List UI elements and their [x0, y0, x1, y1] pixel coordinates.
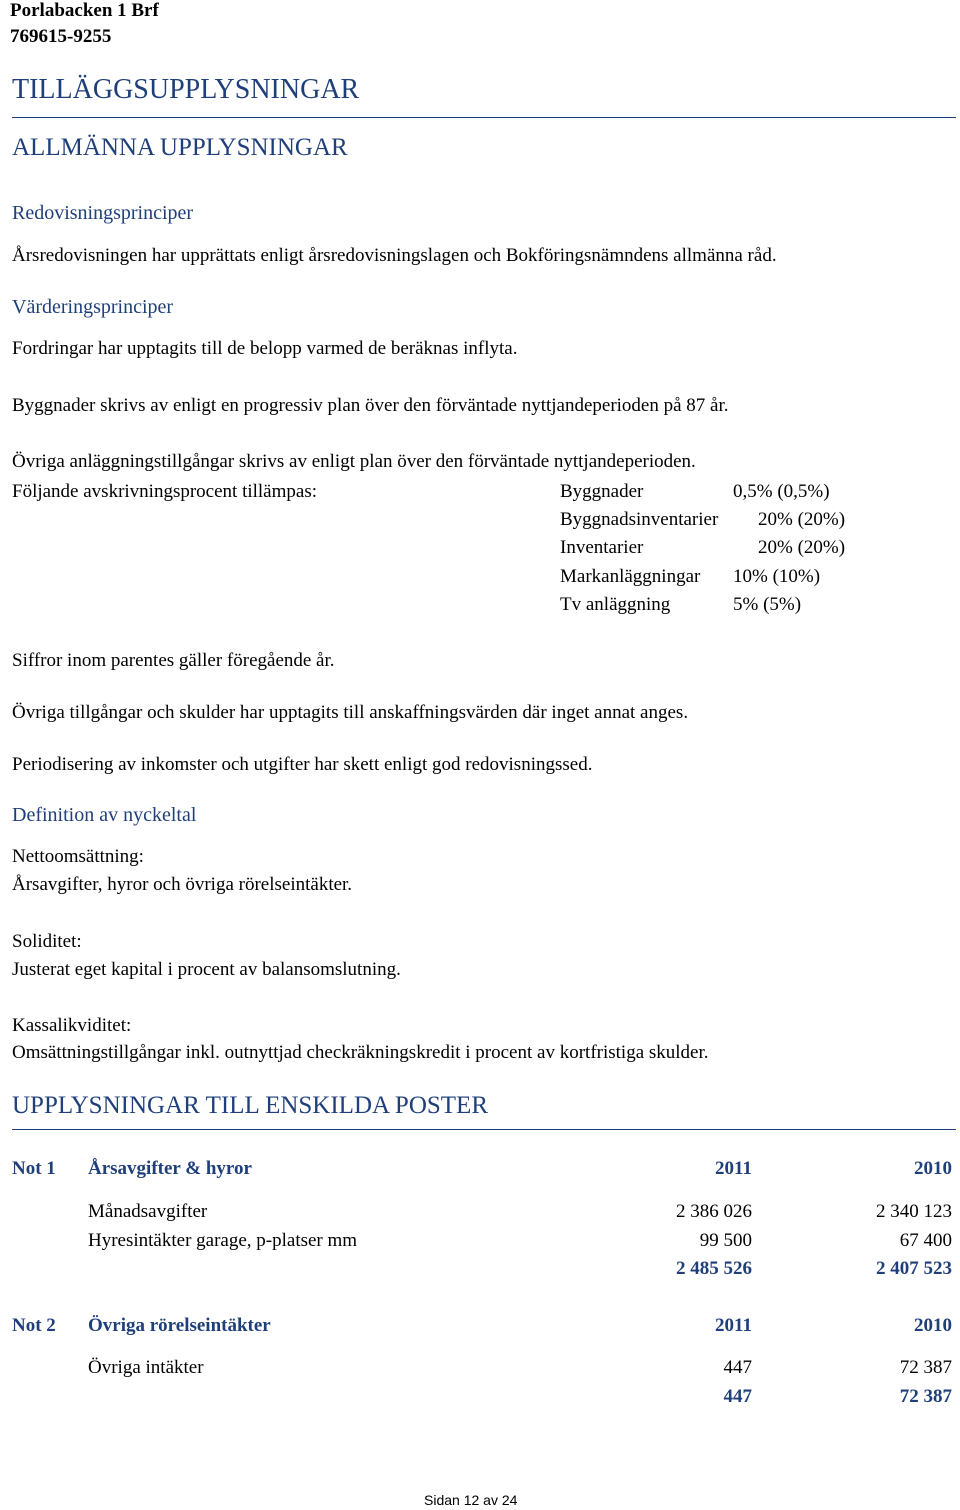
depreciation-asset: Inventarier — [560, 537, 644, 558]
section-general-heading: ALLMÄNNA UPPLYSNINGAR — [12, 134, 348, 161]
note-row-label: Hyresintäkter garage, p-platser mm — [88, 1230, 358, 1251]
accounting-principles-text: Årsredovisningen har upprättats enligt årsredovisningslagen och Bokföringsnämndens allmänna råd. — [12, 245, 777, 266]
valuation-paragraph: Övriga tillgångar och skulder har upptagits till anskaffningsvärden där inget annat anges. — [12, 702, 689, 723]
page-title: TILLÄGGSUPPLYSNINGAR — [12, 74, 360, 105]
note-year-previous: 2010 — [914, 1315, 952, 1336]
section-items-heading: UPPLYSNINGAR TILL ENSKILDA POSTER — [12, 1092, 489, 1119]
note-label: Not 2 — [12, 1315, 56, 1336]
valuation-paragraph: Byggnader skrivs av enligt en progressiv plan över den förväntade nyttjandeperioden på 87 år. — [12, 395, 729, 416]
depreciation-rate: 10% (10%) — [733, 566, 821, 587]
note-year-current: 2011 — [715, 1158, 752, 1179]
note-total-previous: 2 407 523 — [876, 1258, 952, 1279]
accounting-principles-heading: Redovisningsprinciper — [12, 202, 194, 224]
org-number: 769615-9255 — [10, 26, 112, 47]
note-row-value-current: 99 500 — [699, 1230, 752, 1251]
depreciation-rate: 0,5% (0,5%) — [733, 481, 830, 502]
valuation-principles-heading: Värderingsprinciper — [12, 296, 174, 318]
page-number: Sidan 12 av 24 — [424, 1492, 518, 1508]
depreciation-asset: Tv anläggning — [560, 594, 671, 615]
title-rule — [12, 117, 956, 118]
depreciation-asset: Byggnader — [560, 481, 644, 502]
note-label: Not 1 — [12, 1158, 56, 1179]
key-figure-definition: Omsättningstillgångar inkl. outnyttjad checkräkningskredit i procent av kortfristiga skulder. — [12, 1042, 709, 1063]
note-row-value-current: 2 386 026 — [676, 1201, 752, 1222]
key-figure-term: Kassalikviditet: — [12, 1015, 132, 1036]
depreciation-rate: 5% (5%) — [733, 594, 802, 615]
depreciation-asset: Markanläggningar — [560, 566, 701, 587]
key-figure-definition: Justerat eget kapital i procent av balansomslutning. — [12, 959, 401, 980]
key-figure-term: Nettoomsättning: — [12, 846, 144, 867]
depreciation-asset: Byggnadsinventarier — [560, 509, 719, 530]
note-total-current: 2 485 526 — [676, 1258, 752, 1279]
note-title: Övriga rörelseintäkter — [88, 1315, 271, 1336]
note-total-previous: 72 387 — [899, 1386, 952, 1407]
note-title: Årsavgifter & hyror — [88, 1158, 252, 1179]
valuation-paragraph: Periodisering av inkomster och utgifter har skett enligt god redovisningssed. — [12, 754, 593, 775]
valuation-paragraph: Övriga anläggningstillgångar skrivs av enligt plan över den förväntade nyttjandeperioden. — [12, 451, 696, 472]
depreciation-rate: 20% (20%) — [758, 537, 846, 558]
company-name: Porlabacken 1 Brf — [10, 0, 159, 21]
valuation-paragraph: Siffror inom parentes gäller föregående år. — [12, 650, 335, 671]
note-row-label: Övriga intäkter — [88, 1357, 204, 1378]
note-total-current: 447 — [723, 1386, 752, 1407]
note-row-label: Månadsavgifter — [88, 1201, 208, 1222]
note-row-value-previous: 2 340 123 — [876, 1201, 952, 1222]
note-row-value-previous: 72 387 — [899, 1357, 952, 1378]
note-year-previous: 2010 — [914, 1158, 952, 1179]
key-figure-term: Soliditet: — [12, 931, 82, 952]
key-figures-heading: Definition av nyckeltal — [12, 804, 197, 826]
valuation-paragraph: Fordringar har upptagits till de belopp varmed de beräknas inflyta. — [12, 338, 518, 359]
depreciation-intro: Följande avskrivningsprocent tillämpas: — [12, 481, 318, 502]
section-rule — [12, 1129, 956, 1130]
note-row-value-current: 447 — [723, 1357, 752, 1378]
note-year-current: 2011 — [715, 1315, 752, 1336]
key-figure-definition: Årsavgifter, hyror och övriga rörelseintäkter. — [12, 874, 353, 895]
note-row-value-previous: 67 400 — [899, 1230, 952, 1251]
depreciation-rate: 20% (20%) — [758, 509, 846, 530]
